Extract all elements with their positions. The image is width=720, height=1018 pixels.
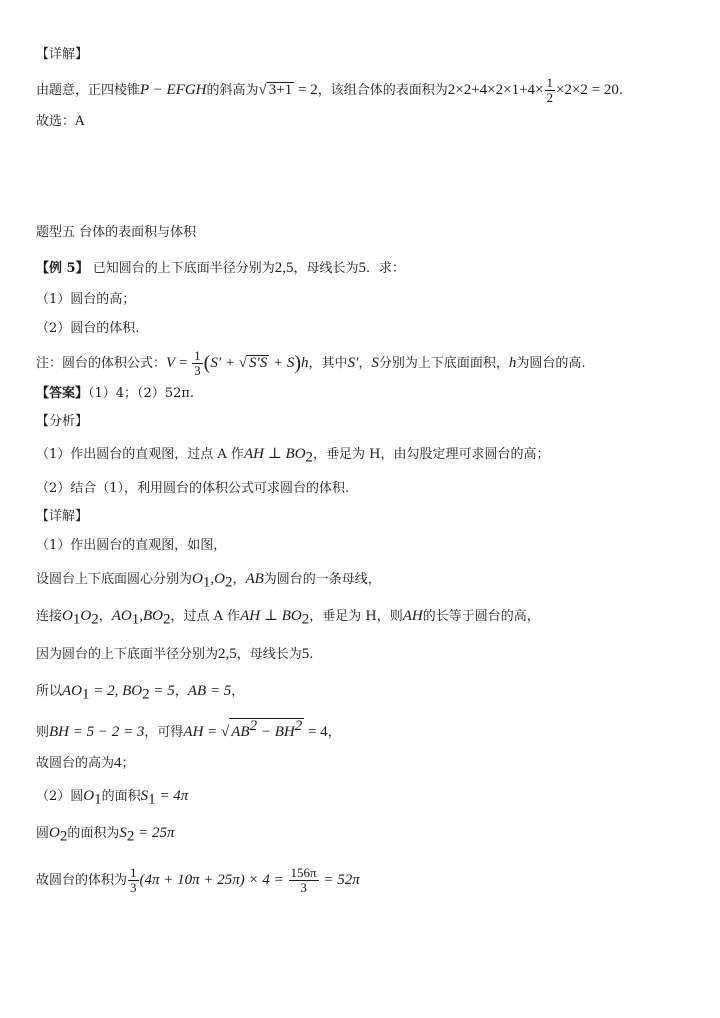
solution-step-9: 圆$O_2$的面积为$S_2 = 25\pi$ [36, 825, 175, 845]
detail-heading-2: 【详解】 [36, 509, 89, 524]
solution-step-4: 因为圆台的上下底面半径分别为2,5，母线长为5. [36, 646, 314, 662]
section-title: 题型五 台体的表面积与体积 [36, 225, 197, 240]
analysis-heading: 【分析】 [36, 414, 89, 429]
volume-formula-note: 注：圆台的体积公式：V = $\frac{1}{3}$ (S′ + √ S′S + S)h，其中S′，S分别为上下底面面积，h为圆台的高. [36, 348, 586, 378]
answer-line: 【答案】（1）4；（2）52π. [36, 386, 195, 401]
solution-step-10: 故圆台的体积为 $\frac{1}{3}$ (4π + 10π + 25π) × 4 = $\frac{156\pi}{3}$ = 52π [36, 865, 360, 895]
example-statement: 【例 5】 已知圆台的上下底面半径分别为2,5，母线长为5．求： [36, 260, 406, 276]
solution-step-3: 连接$O_1O_2$，$AO_1,BO_2$，过点 A 作AH ⊥ $BO_2$，垂足为 H，则AH的长等于圆台的高， [36, 608, 540, 628]
choice-line: 故选：A [36, 114, 85, 129]
fraction-half: $\frac{1}{2}$ [546, 75, 553, 105]
question-1: （1）圆台的高； [36, 292, 136, 307]
solution-step-8: （2）圆$O_1$的面积$S_1 = 4\pi$ [36, 788, 189, 808]
solution-step-7: 故圆台的高为4； [36, 755, 135, 771]
analysis-1: （1）作出圆台的直观图，过点 A 作AH ⊥ $BO_2$，垂足为 H，由勾股定理可求圆台的高； [36, 446, 550, 466]
analysis-2: （2）结合（1），利用圆台的体积公式可求圆台的体积. [36, 481, 350, 496]
solution-step-6: 则BH = 5 − 2 = 3，可得AH = √ $AB^2 - BH^2 = 4$， [36, 718, 341, 740]
solution-step-2: 设圆台上下底面圆心分别为$O_1,O_2$，AB为圆台的一条母线， [36, 571, 381, 591]
solution-step-1: （1）作出圆台的直观图，如图， [36, 538, 227, 553]
detail-heading-1: 【详解】 [36, 47, 89, 62]
detail-line-1: 由题意，正四棱锥P − EFGH的斜高为√ 3+1 = 2，该组合体的表面积为2×2+4×2×1+4× $\frac{1}{2}$ ×2×2 = 20. [36, 75, 624, 105]
solution-step-5: 所以$AO_1 = 2$, $BO_2 = 5$，AB = 5， [36, 683, 245, 703]
question-2: （2）圆台的体积. [36, 321, 140, 336]
